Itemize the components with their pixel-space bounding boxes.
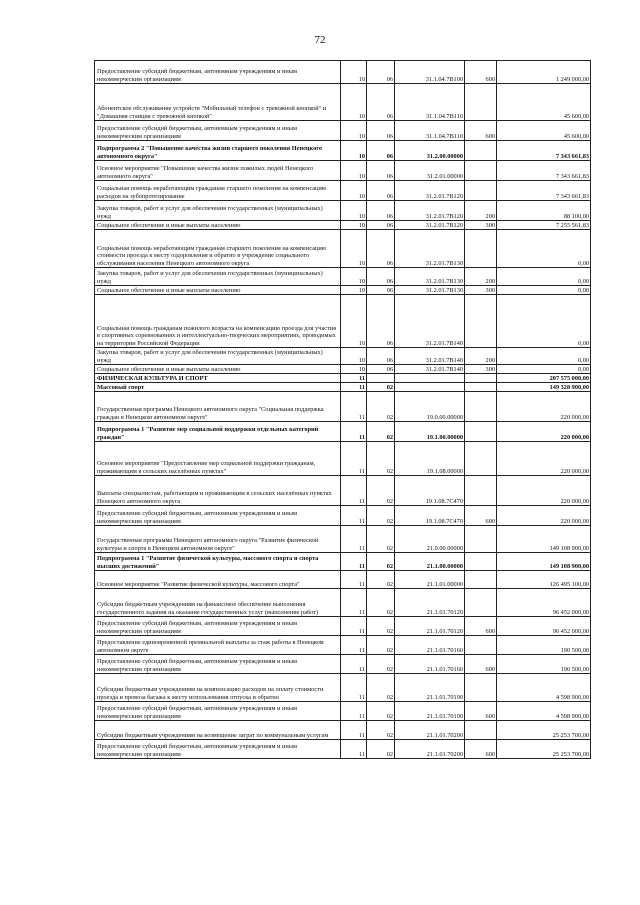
cell-target-article: 21.1.01.70190	[395, 702, 465, 721]
cell-amount: 7 343 661,83	[497, 161, 591, 181]
cell-section: 10	[341, 365, 367, 374]
page-number: 72	[314, 34, 326, 46]
cell-expense-type: 300	[465, 221, 497, 230]
cell-subsection: 02	[367, 674, 395, 702]
cell-section: 10	[341, 61, 367, 84]
cell-section: 11	[341, 442, 367, 476]
cell-target-article: 21.1.01.70160	[395, 655, 465, 674]
cell-subsection: 06	[367, 181, 395, 201]
cell-section: 11	[341, 655, 367, 674]
cell-section: 11	[341, 476, 367, 506]
cell-amount: 45 600,00	[497, 84, 591, 121]
cell-amount: 7 255 561,83	[497, 221, 591, 230]
table-row	[95, 295, 591, 348]
cell-expense-type: 600	[465, 702, 497, 721]
cell-amount: 220 000,00	[497, 476, 591, 506]
cell-subsection: 02	[367, 553, 395, 571]
cell-section: 10	[341, 221, 367, 230]
cell-expense-type: 600	[465, 655, 497, 674]
cell-amount: 220 000,00	[497, 422, 591, 442]
cell-expense-type: 200	[465, 201, 497, 221]
cell-target-article	[395, 374, 465, 383]
cell-target-article: 21.0.00.00000	[395, 526, 465, 553]
cell-target-article: 31.2.01.7В130	[395, 268, 465, 286]
cell-name: Подпрограмма 1 "Развитие физической культуры, массового спорта и спорта высших достижений"	[95, 553, 341, 571]
cell-section: 11	[341, 674, 367, 702]
table-row	[95, 655, 591, 674]
cell-target-article: 31.2.00.00000	[395, 141, 465, 161]
cell-expense-type	[465, 383, 497, 392]
cell-subsection: 02	[367, 571, 395, 589]
table-row	[95, 702, 591, 721]
cell-subsection: 06	[367, 348, 395, 365]
cell-amount: 190 500,00	[497, 636, 591, 655]
cell-target-article: 21.1.01.70200	[395, 740, 465, 759]
cell-amount: 0,00	[497, 295, 591, 348]
cell-section: 10	[341, 121, 367, 141]
cell-section: 11	[341, 374, 367, 383]
cell-section: 11	[341, 526, 367, 553]
table-row	[95, 374, 591, 383]
table-row	[95, 161, 591, 181]
cell-subsection: 06	[367, 141, 395, 161]
cell-subsection: 06	[367, 84, 395, 121]
cell-subsection: 06	[367, 230, 395, 268]
cell-section: 10	[341, 268, 367, 286]
cell-name: Предоставление субсидий бюджетным, автономным учреждениям и иным некоммерческим организациям	[95, 740, 341, 759]
cell-target-article: 21.1.01.00000	[395, 571, 465, 589]
cell-section: 11	[341, 740, 367, 759]
cell-target-article: 21.1.01.70120	[395, 589, 465, 617]
cell-section: 11	[341, 636, 367, 655]
cell-subsection: 06	[367, 268, 395, 286]
cell-expense-type: 600	[465, 740, 497, 759]
cell-amount: 220 000,00	[497, 442, 591, 476]
cell-amount: 126 495 100,00	[497, 571, 591, 589]
cell-subsection: 02	[367, 655, 395, 674]
table-row	[95, 392, 591, 422]
cell-target-article: 31.2.01.7В140	[395, 295, 465, 348]
cell-name: Основное мероприятие "Повышение качества жизни пожилых людей Ненецкого автономного округа"	[95, 161, 341, 181]
cell-section: 10	[341, 84, 367, 121]
table-row	[95, 365, 591, 374]
cell-section: 11	[341, 721, 367, 740]
cell-name: Закупка товаров, работ и услуг для обеспечения государственных (муниципальных) нужд	[95, 348, 341, 365]
cell-expense-type	[465, 161, 497, 181]
cell-subsection: 02	[367, 740, 395, 759]
cell-section: 11	[341, 702, 367, 721]
cell-subsection: 06	[367, 295, 395, 348]
budget-table	[94, 60, 591, 759]
cell-name: Предоставление субсидий бюджетным, автономным учреждениям и иным некоммерческим организациям	[95, 61, 341, 84]
cell-name: Закупка товаров, работ и услуг для обеспечения государственных (муниципальных) нужд	[95, 268, 341, 286]
table-row	[95, 571, 591, 589]
cell-name: Подпрограмма 1 "Развитие мер социальной поддержки отдельных категорий граждан"	[95, 422, 341, 442]
cell-name: Основное мероприятие "Развитие физической культуры, массового спорта"	[95, 571, 341, 589]
table-row	[95, 674, 591, 702]
cell-amount: 7 343 661,83	[497, 141, 591, 161]
cell-amount: 149 328 900,00	[497, 383, 591, 392]
cell-target-article: 21.1.01.70160	[395, 636, 465, 655]
cell-target-article: 21.1.01.70200	[395, 721, 465, 740]
cell-subsection: 02	[367, 589, 395, 617]
cell-amount: 207 575 000,00	[497, 374, 591, 383]
cell-amount: 7 343 661,83	[497, 181, 591, 201]
cell-name: Предоставление единовременной премиальной выплаты за стаж работы в Ненецком автономном округе	[95, 636, 341, 655]
cell-amount: 4 598 900,00	[497, 702, 591, 721]
cell-target-article: 31.1.04.7В100	[395, 61, 465, 84]
cell-name: Субсидии бюджетным учреждениям на возмещение затрат по коммунальным услугам	[95, 721, 341, 740]
cell-expense-type	[465, 571, 497, 589]
cell-expense-type: 600	[465, 121, 497, 141]
cell-subsection: 02	[367, 636, 395, 655]
cell-target-article: 19.0.00.00000	[395, 392, 465, 422]
cell-section: 10	[341, 161, 367, 181]
table-row	[95, 476, 591, 506]
cell-subsection: 06	[367, 201, 395, 221]
table-row	[95, 286, 591, 295]
cell-amount: 0,00	[497, 268, 591, 286]
cell-target-article: 31.1.04.7В110	[395, 84, 465, 121]
cell-subsection: 02	[367, 392, 395, 422]
cell-amount: 96 452 000,00	[497, 589, 591, 617]
cell-expense-type: 600	[465, 61, 497, 84]
cell-section: 10	[341, 295, 367, 348]
cell-amount: 25 253 700,00	[497, 721, 591, 740]
cell-expense-type: 200	[465, 268, 497, 286]
table-row	[95, 383, 591, 392]
table-row	[95, 230, 591, 268]
cell-name: Предоставление субсидий бюджетным, автономным учреждениям и иным некоммерческим организациям	[95, 121, 341, 141]
cell-expense-type	[465, 181, 497, 201]
table-row	[95, 121, 591, 141]
cell-expense-type	[465, 721, 497, 740]
cell-section: 11	[341, 506, 367, 526]
cell-name: Социальное обеспечение и иные выплаты населению	[95, 286, 341, 295]
cell-subsection: 02	[367, 617, 395, 636]
cell-subsection: 02	[367, 476, 395, 506]
cell-amount: 96 452 000,00	[497, 617, 591, 636]
cell-subsection: 02	[367, 526, 395, 553]
table-row	[95, 84, 591, 121]
cell-expense-type	[465, 476, 497, 506]
cell-subsection: 06	[367, 121, 395, 141]
cell-name: Массовый спорт	[95, 383, 341, 392]
cell-expense-type	[465, 442, 497, 476]
cell-amount: 190 500,00	[497, 655, 591, 674]
cell-expense-type	[465, 636, 497, 655]
cell-name: Социальное обеспечение и иные выплаты населению	[95, 365, 341, 374]
cell-expense-type	[465, 553, 497, 571]
cell-expense-type	[465, 422, 497, 442]
cell-subsection: 06	[367, 61, 395, 84]
cell-expense-type	[465, 392, 497, 422]
cell-name: Социальное обеспечение и иные выплаты населению	[95, 221, 341, 230]
cell-amount: 4 598 900,00	[497, 674, 591, 702]
cell-name: Основное мероприятие "Предоставление мер социальной поддержки гражданам, проживающим в сельских населённых пунктах"	[95, 442, 341, 476]
table-row	[95, 181, 591, 201]
cell-amount: 0,00	[497, 348, 591, 365]
cell-amount: 45 600,00	[497, 121, 591, 141]
cell-expense-type	[465, 84, 497, 121]
cell-name: Закупка товаров, работ и услуг для обеспечения государственных (муниципальных) нужд	[95, 201, 341, 221]
table-row	[95, 201, 591, 221]
table-row	[95, 348, 591, 365]
cell-name: Государственная программа Ненецкого автономного округа "Развитие физической культуры и спорта в Ненецком автономном округе"	[95, 526, 341, 553]
table-row	[95, 61, 591, 84]
cell-amount: 149 108 900,00	[497, 526, 591, 553]
cell-target-article: 31.2.01.7В120	[395, 221, 465, 230]
cell-section: 10	[341, 286, 367, 295]
cell-section: 11	[341, 571, 367, 589]
cell-expense-type	[465, 295, 497, 348]
cell-expense-type: 200	[465, 348, 497, 365]
table-row	[95, 268, 591, 286]
cell-amount: 25 253 700,00	[497, 740, 591, 759]
table-row	[95, 442, 591, 476]
cell-subsection: 06	[367, 286, 395, 295]
cell-expense-type	[465, 589, 497, 617]
cell-amount: 88 100,00	[497, 201, 591, 221]
cell-expense-type	[465, 674, 497, 702]
cell-subsection: 06	[367, 161, 395, 181]
cell-expense-type	[465, 230, 497, 268]
table-row	[95, 721, 591, 740]
cell-section: 10	[341, 141, 367, 161]
cell-expense-type	[465, 526, 497, 553]
cell-section: 11	[341, 553, 367, 571]
cell-target-article: 31.2.01.00000	[395, 161, 465, 181]
cell-subsection	[367, 374, 395, 383]
cell-subsection: 02	[367, 422, 395, 442]
cell-amount: 0,00	[497, 365, 591, 374]
cell-target-article: 31.2.01.7В120	[395, 201, 465, 221]
cell-expense-type: 600	[465, 506, 497, 526]
cell-subsection: 06	[367, 221, 395, 230]
cell-name: Предоставление субсидий бюджетным, автономным учреждениям и иным некоммерческим организациям	[95, 655, 341, 674]
cell-name: Субсидии бюджетным учреждениям на компенсацию расходов на оплату стоимости проезда и провоза багажа к месту использования отпуска и обратно	[95, 674, 341, 702]
cell-target-article: 19.1.08.7С470	[395, 476, 465, 506]
cell-subsection: 02	[367, 721, 395, 740]
cell-subsection: 02	[367, 383, 395, 392]
cell-target-article: 31.2.01.7В130	[395, 286, 465, 295]
cell-amount: 220 000,00	[497, 392, 591, 422]
cell-name: Подпрограмма 2 "Повышение качества жизни старшего поколения Ненецкого автономного округа"	[95, 141, 341, 161]
cell-name: Предоставление субсидий бюджетным, автономным учреждениям и иным некоммерческим организациям	[95, 506, 341, 526]
cell-expense-type	[465, 374, 497, 383]
table-row	[95, 526, 591, 553]
cell-name: Абонентское обслуживание устройств "Мобильный телефон с тревожной кнопкой" и "Домашняя станция с тревожной кнопкой"	[95, 84, 341, 121]
cell-target-article: 21.1.01.70120	[395, 617, 465, 636]
cell-amount: 149 108 900,00	[497, 553, 591, 571]
cell-target-article: 31.2.01.7В120	[395, 181, 465, 201]
cell-amount: 220 000,00	[497, 506, 591, 526]
cell-name: Предоставление субсидий бюджетным, автономным учреждениям и иным некоммерческим организациям	[95, 617, 341, 636]
table-row	[95, 141, 591, 161]
cell-target-article: 31.2.01.7В130	[395, 230, 465, 268]
table-row	[95, 553, 591, 571]
cell-section: 10	[341, 348, 367, 365]
cell-section: 10	[341, 230, 367, 268]
cell-expense-type: 300	[465, 286, 497, 295]
table-row	[95, 506, 591, 526]
cell-subsection: 06	[367, 365, 395, 374]
table-row	[95, 422, 591, 442]
table-row	[95, 617, 591, 636]
table-row	[95, 589, 591, 617]
cell-section: 11	[341, 392, 367, 422]
table-row	[95, 221, 591, 230]
cell-name: Предоставление субсидий бюджетным, автономным учреждениям и иным некоммерческим организациям	[95, 702, 341, 721]
cell-name: Социальная помощь неработающим гражданам старшего поколения на компенсацию стоимости проезда к месту оздоровления и обратно в учреждение социального обслуживания населения Ненецкого автономного округа	[95, 230, 341, 268]
cell-section: 11	[341, 422, 367, 442]
cell-target-article: 31.2.01.7В140	[395, 365, 465, 374]
cell-name: Социальная помощь неработающим гражданам старшего поколения на компенсацию расходов на зубопротезирование	[95, 181, 341, 201]
cell-section: 11	[341, 383, 367, 392]
cell-section: 11	[341, 617, 367, 636]
cell-amount: 0,00	[497, 286, 591, 295]
cell-target-article: 31.2.01.7В140	[395, 348, 465, 365]
cell-target-article: 19.1.08.7С470	[395, 506, 465, 526]
cell-name: ФИЗИЧЕСКАЯ КУЛЬТУРА И СПОРТ	[95, 374, 341, 383]
table-body	[95, 61, 591, 759]
cell-subsection: 02	[367, 506, 395, 526]
cell-target-article: 31.1.04.7В110	[395, 121, 465, 141]
cell-target-article: 21.1.00.00000	[395, 553, 465, 571]
cell-expense-type	[465, 141, 497, 161]
cell-target-article: 19.1.00.00000	[395, 422, 465, 442]
cell-subsection: 02	[367, 442, 395, 476]
table-row	[95, 740, 591, 759]
cell-amount: 0,00	[497, 230, 591, 268]
cell-amount: 1 249 000,00	[497, 61, 591, 84]
cell-name: Выплаты специалистам, работающим и проживающим в сельских населённых пунктах Ненецкого автономного округа	[95, 476, 341, 506]
cell-target-article: 19.1.08.00000	[395, 442, 465, 476]
cell-section: 11	[341, 589, 367, 617]
cell-expense-type: 300	[465, 365, 497, 374]
cell-section: 10	[341, 181, 367, 201]
cell-expense-type: 600	[465, 617, 497, 636]
cell-section: 10	[341, 201, 367, 221]
cell-target-article	[395, 383, 465, 392]
cell-name: Субсидии бюджетным учреждениям на финансовое обеспечение выполнения государственного задания на оказание государственных услуг (выполнение работ)	[95, 589, 341, 617]
cell-name: Социальная помощь гражданам пожилого возраста на компенсацию проезда для участия в спортивных соревнованиях и интеллектуально-творческих мероприятиях, проводимых на территории Российской Федерации	[95, 295, 341, 348]
table-row	[95, 636, 591, 655]
cell-target-article: 21.1.01.70190	[395, 674, 465, 702]
cell-name: Государственная программа Ненецкого автономного округа "Социальная поддержка граждан в Ненецком автономном округе"	[95, 392, 341, 422]
cell-subsection: 02	[367, 702, 395, 721]
